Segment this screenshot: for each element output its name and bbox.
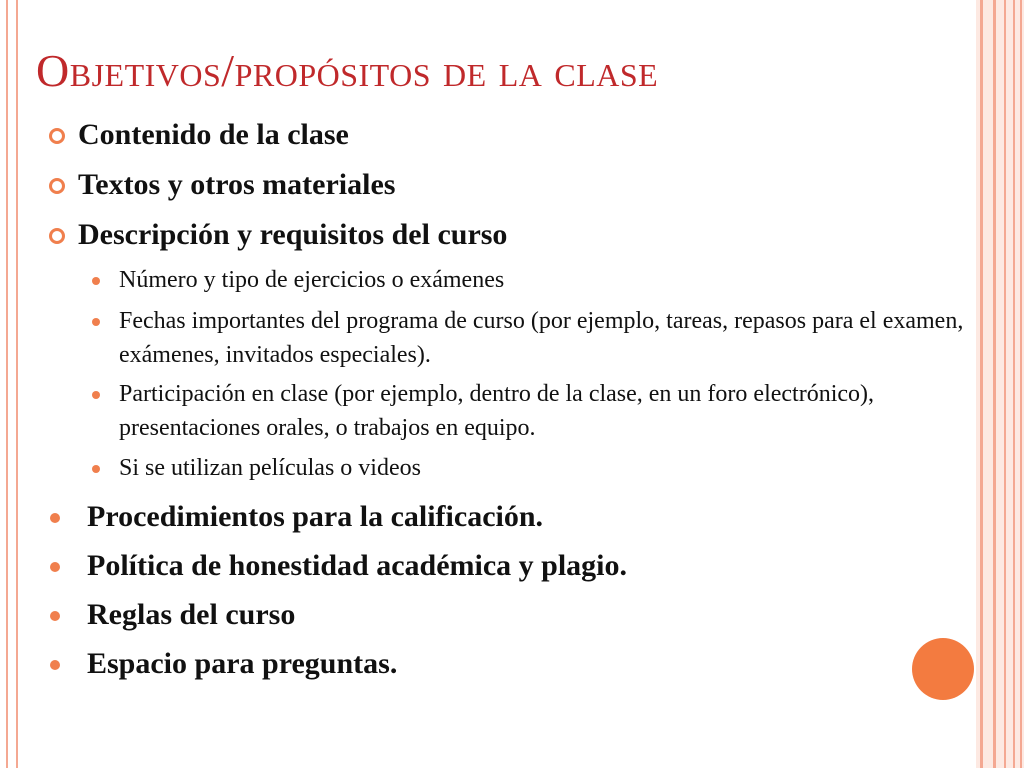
dot-bullet-icon (92, 318, 100, 326)
ring-bullet-icon (49, 178, 65, 194)
right-decorative-band (976, 0, 1024, 768)
sub-bullet-item: Participación en clase (por ejemplo, dentro de la clase, en un foro electrónico), presentaciones orales, o trabajos en equipo. (119, 381, 875, 441)
dot-bullet-icon (92, 391, 100, 399)
ring-bullet-icon (49, 228, 65, 244)
bullet-item: Reglas del curso (87, 598, 296, 631)
decorative-circle (912, 638, 974, 700)
dot-bullet-icon (92, 277, 100, 285)
sub-bullet-item: Fechas importantes del programa de curso (por ejemplo, tareas, repasos para el examen, exámenes, invitados especiales). (119, 308, 964, 368)
ring-bullet-icon (49, 128, 65, 144)
bullet-item: Contenido de la clase (78, 118, 349, 151)
dot-bullet-icon (50, 562, 60, 572)
right-stripe (1020, 0, 1022, 768)
right-stripe (993, 0, 996, 768)
slide-title: Objetivos/propósitos de la clase (36, 45, 659, 96)
bullet-item: Política de honestidad académica y plagio. (87, 549, 627, 582)
dot-bullet-icon (50, 513, 60, 523)
right-stripe (1013, 0, 1015, 768)
dot-bullet-icon (50, 611, 60, 621)
dot-bullet-icon (50, 660, 60, 670)
bullet-item: Descripción y requisitos del curso (78, 218, 508, 251)
right-stripe (1004, 0, 1006, 768)
sub-bullet-item: Si se utilizan películas o videos (119, 455, 421, 481)
sub-bullet-item: Número y tipo de ejercicios o exámenes (119, 267, 505, 293)
right-stripe (980, 0, 983, 768)
bullet-item: Procedimientos para la calificación. (87, 500, 544, 533)
bullet-item: Textos y otros materiales (78, 168, 396, 201)
bullet-item: Espacio para preguntas. (87, 647, 398, 680)
dot-bullet-icon (92, 465, 100, 473)
